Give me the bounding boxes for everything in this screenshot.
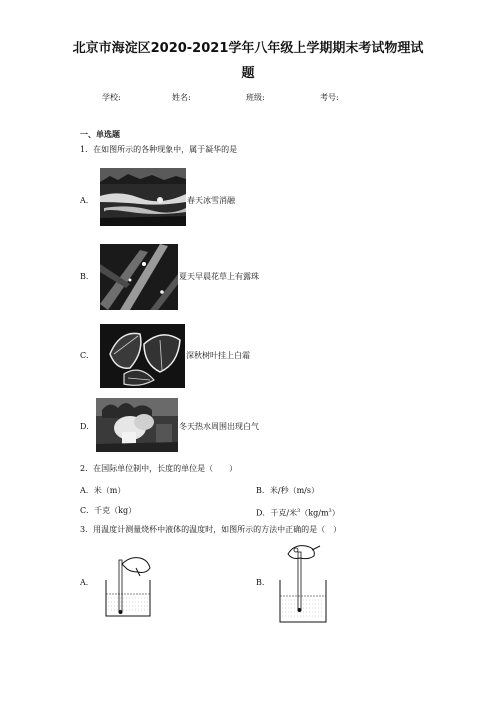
steam-photo xyxy=(96,398,178,452)
q1-option-c-text: 深秋树叶挂上白霜 xyxy=(186,351,250,360)
doc-title-line2: 题 xyxy=(241,66,255,81)
question-1-stem: 1．在如图所示的各种现象中，属于凝华的是 xyxy=(80,145,238,154)
doc-title-line1: 北京市海淀区2020-2021学年八年级上学期期末考试物理试 xyxy=(72,41,424,56)
school-field: 学校: xyxy=(102,93,121,102)
q2-d-post: （kg/m xyxy=(300,508,329,518)
class-field: 班级: xyxy=(246,93,265,102)
q1-option-b-text: 夏天早晨花草上有露珠 xyxy=(179,272,259,281)
q2-option-c: C．千克（kg） xyxy=(80,506,137,515)
q2-d-sup: 3 xyxy=(297,508,301,514)
question-3-stem: 3．用温度计测量烧杯中液体的温度时，如图所示的方法中正确的是（ ） xyxy=(80,525,342,534)
q1-option-d-text: 冬天热水周围出现白气 xyxy=(179,422,259,431)
q2-option-a: A．米（m） xyxy=(80,486,126,495)
q1-option-a-letter: A． xyxy=(80,196,94,205)
q2-d-end: ） xyxy=(331,508,340,518)
melting-snow-photo xyxy=(100,168,186,226)
thermometer-beaker-a-diagram xyxy=(100,546,156,618)
morning-dew-photo xyxy=(100,244,178,310)
question-2-stem: 2．在国际单位制中，长度的单位是（ ） xyxy=(80,464,238,473)
q1-option-b-letter: B． xyxy=(80,272,94,281)
q2-option-b: B．米/秒（m/s） xyxy=(256,486,319,495)
thermometer-beaker-b-diagram xyxy=(274,540,332,624)
frost-leaves-photo xyxy=(100,324,185,388)
q1-option-c-letter: C． xyxy=(80,351,95,360)
number-field: 考号: xyxy=(320,93,339,102)
q1-option-a-text: 春天冰雪消融 xyxy=(187,196,235,205)
q3-option-a-letter: A． xyxy=(80,578,94,587)
q1-option-d-letter: D． xyxy=(80,422,95,431)
name-field: 姓名: xyxy=(172,93,191,102)
q2-d-pre: D．千克/米 xyxy=(256,508,298,518)
section-heading: 一、单选题 xyxy=(80,129,120,139)
q2-option-d xyxy=(256,506,340,519)
q2-d-sup2: 3 xyxy=(328,508,332,514)
q3-option-b-letter: B． xyxy=(256,578,270,587)
